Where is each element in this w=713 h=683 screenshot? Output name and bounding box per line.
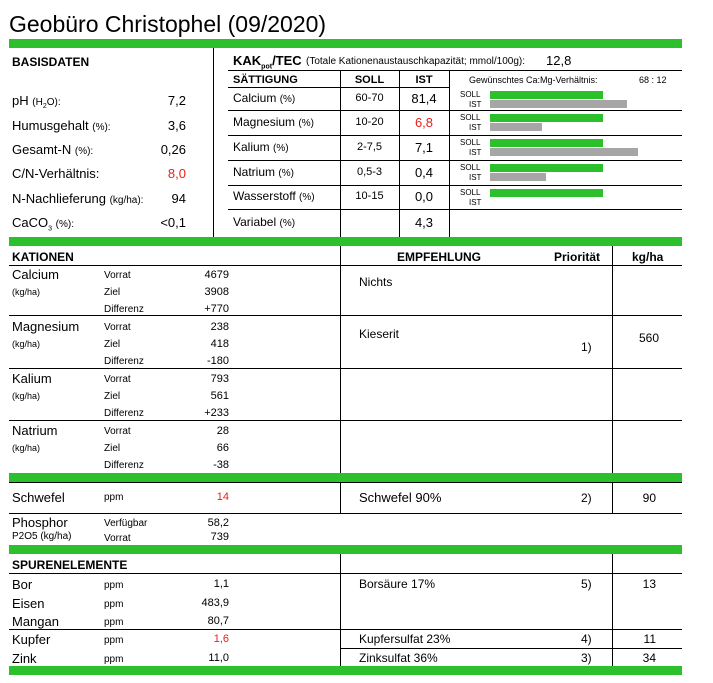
spurenelemente-heading: SPURENELEMENTE — [12, 558, 128, 572]
kak-row-name — [233, 165, 294, 179]
kak-row-unit: (%) — [279, 93, 296, 105]
bar-ist-label: IST — [469, 123, 482, 132]
kation-name: Natrium — [12, 423, 58, 438]
kak-row-ist: 0,4 — [414, 164, 434, 180]
grid-line — [9, 629, 682, 630]
kak-row-name-text: Variabel — [233, 215, 277, 229]
kation-row-label: Differenz — [104, 304, 144, 315]
ist-bar — [490, 173, 546, 181]
kak-row-unit: (%) — [279, 218, 296, 229]
ratio-value: 68 : 12 — [639, 75, 667, 85]
kak-row-unit: (%) — [278, 167, 294, 179]
kak-row-name-text: Natrium — [233, 164, 276, 179]
spuren-kgha: 34 — [642, 651, 656, 665]
grid-line — [228, 209, 682, 210]
ist-bar — [490, 148, 638, 156]
spuren-empfehlung: Borsäure 17% — [359, 577, 436, 591]
kation-row-value: 418 — [210, 338, 229, 350]
spuren-prioritaet: 5) — [581, 577, 592, 591]
basis-value: 3,6 — [167, 118, 186, 133]
kation-empfehlung: Kieserit — [359, 327, 400, 341]
spuren-unit: ppm — [104, 617, 124, 628]
kation-row-label: Differenz — [104, 460, 144, 471]
kation-row-value: 3908 — [204, 286, 229, 298]
spuren-unit: ppm — [104, 654, 124, 665]
kak-row-soll: 10-15 — [355, 190, 384, 202]
schwefel-value: 14 — [216, 491, 229, 503]
kak-description: (Totale Kationenaustauschkapazität; mmol/100g): — [306, 56, 526, 67]
kationen-heading: KATIONEN — [12, 250, 74, 264]
grid-line — [9, 368, 682, 369]
separator-bar — [9, 473, 682, 482]
grid-line — [9, 420, 682, 421]
kak-row-unit: (%) — [299, 192, 315, 203]
spuren-name: Eisen — [12, 596, 45, 611]
kation-prioritaet: 1) — [581, 340, 592, 354]
kation-row-label: Vorrat — [104, 374, 131, 385]
separator-bar — [9, 39, 682, 48]
kak-row-name — [233, 140, 289, 154]
basis-label: Gesamt-N (%): — [12, 142, 94, 157]
bar-ist-label: IST — [469, 148, 482, 157]
kak-row-soll: 60-70 — [355, 91, 384, 104]
bar-ist-label: IST — [469, 100, 482, 109]
grid-line — [9, 315, 682, 316]
bar-soll-label: SOLL — [460, 163, 481, 172]
kation-name: Kalium — [12, 371, 52, 386]
kation-row-value: +770 — [204, 303, 229, 315]
separator-bar — [9, 545, 682, 554]
kak-row-name — [233, 91, 295, 105]
grid-line — [228, 160, 682, 161]
spuren-kgha: 13 — [642, 577, 656, 591]
bar-soll-label: SOLL — [460, 138, 481, 147]
col-prioritaet: Priorität — [554, 250, 601, 264]
kation-unit: (kg/ha) — [12, 287, 41, 297]
kation-row-label: Vorrat — [104, 270, 131, 281]
col-soll: SOLL — [354, 74, 385, 86]
ist-bar — [490, 123, 542, 131]
kak-row-ist: 7,1 — [414, 139, 434, 155]
kak-row-name-text: Wasserstoff — [233, 189, 296, 203]
basis-value: 0,26 — [160, 142, 186, 157]
grid-line — [228, 135, 682, 136]
col-empfehlung: EMPFEHLUNG — [397, 250, 481, 264]
phosphor-label: Phosphor — [12, 515, 68, 530]
kak-row-unit: (%) — [298, 117, 314, 129]
bar-soll-label: SOLL — [460, 90, 481, 99]
spuren-name: Bor — [12, 577, 33, 592]
basis-value: 7,2 — [167, 93, 186, 108]
col-kgha: kg/ha — [632, 250, 664, 264]
schwefel-kgha: 90 — [642, 491, 656, 505]
grid-line — [213, 48, 214, 237]
kation-unit: (kg/ha) — [12, 391, 41, 401]
kation-empfehlung: Nichts — [359, 275, 393, 289]
kak-row-soll: 10-20 — [355, 115, 384, 128]
kation-row-label: Ziel — [104, 339, 121, 350]
separator-bar — [9, 666, 682, 675]
grid-line — [9, 482, 682, 483]
schwefel-prioritaet: 2) — [581, 491, 592, 505]
spuren-unit: ppm — [104, 599, 124, 610]
schwefel-empfehlung: Schwefel 90% — [359, 490, 442, 505]
kation-row-value: 28 — [216, 425, 229, 437]
spuren-value: 1,6 — [213, 633, 229, 645]
spuren-value: 80,7 — [207, 615, 229, 627]
kation-row-label: Ziel — [104, 443, 121, 454]
kation-row-value: +233 — [204, 407, 229, 419]
kation-name: Magnesium — [12, 319, 80, 334]
grid-line — [228, 87, 449, 88]
grid-line — [340, 246, 341, 473]
phosphor-row-label: Verfügbar — [104, 518, 148, 529]
spuren-value: 1,1 — [213, 578, 229, 590]
kation-row-value: 238 — [210, 321, 229, 333]
spuren-empfehlung: Zinksulfat 36% — [359, 651, 438, 665]
kak-row-name-text: Calcium — [233, 90, 277, 105]
kak-row-ist: 6,8 — [414, 114, 434, 130]
kak-row-name-text: Magnesium — [233, 114, 296, 129]
bar-ist-label: IST — [469, 198, 482, 207]
schwefel-unit: ppm — [104, 492, 124, 503]
kation-row-label: Vorrat — [104, 322, 131, 333]
spuren-prioritaet: 3) — [581, 651, 592, 665]
grid-line — [228, 110, 682, 111]
kation-row-value: -180 — [206, 355, 229, 367]
bar-soll-label: SOLL — [460, 188, 481, 197]
soll-bar — [490, 139, 603, 147]
spuren-empfehlung: Kupfersulfat 23% — [359, 632, 451, 646]
bar-ist-label: IST — [469, 173, 482, 182]
kation-row-value: 561 — [210, 390, 229, 402]
kation-row-label: Differenz — [104, 408, 144, 419]
kak-row-ist: 81,4 — [411, 90, 437, 106]
grid-line — [612, 554, 613, 666]
soll-bar — [490, 114, 603, 122]
grid-line — [9, 265, 682, 266]
kak-value: 12,8 — [546, 53, 572, 68]
kak-row-ist: 4,3 — [414, 215, 434, 230]
spuren-name: Kupfer — [12, 632, 51, 647]
soll-bar — [490, 189, 603, 197]
basis-value: <0,1 — [160, 215, 186, 230]
kak-row-ist: 0,0 — [414, 189, 434, 204]
col-saettigung: SÄTTIGUNG — [233, 74, 298, 86]
soll-bar — [490, 164, 603, 172]
page-title: Geobüro Christophel (09/2020) — [9, 11, 327, 37]
grid-line — [340, 554, 341, 666]
kation-row-label: Vorrat — [104, 426, 131, 437]
bar-soll-label: SOLL — [460, 113, 481, 122]
kation-row-value: 4679 — [204, 269, 229, 281]
kation-row-label: Differenz — [104, 356, 144, 367]
spuren-name: Zink — [12, 651, 37, 666]
ratio-label: Gewünschtes Ca:Mg-Verhältnis: — [469, 75, 598, 85]
kation-row-label: Ziel — [104, 287, 121, 298]
soll-bar — [490, 91, 603, 99]
kation-row-value: -38 — [213, 459, 229, 471]
basis-label: C/N-Verhältnis: — [12, 166, 100, 181]
kak-row-name — [233, 215, 295, 229]
grid-line — [340, 648, 682, 649]
ist-bar — [490, 100, 627, 108]
grid-line — [340, 482, 341, 513]
basis-label: N-Nachlieferung (kg/ha): — [12, 191, 144, 206]
basisdaten-heading: BASISDATEN — [12, 55, 90, 69]
kak-row-name-text: Kalium — [233, 139, 270, 154]
kation-row-label: Ziel — [104, 391, 121, 402]
phosphor-row-value: 58,2 — [207, 517, 229, 529]
kation-row-value: 66 — [216, 442, 229, 454]
separator-bar — [9, 237, 682, 246]
grid-line — [449, 70, 450, 237]
kation-unit: (kg/ha) — [12, 443, 41, 453]
spuren-value: 483,9 — [201, 597, 229, 609]
phosphor-row-label: Vorrat — [104, 533, 131, 544]
basis-value: 94 — [171, 191, 186, 206]
kak-label: $KAK_{pot}$/TEC — [233, 53, 302, 71]
phosphor-sub: P2O5 (kg/ha) — [12, 531, 72, 542]
kak-row-unit: (%) — [273, 142, 289, 154]
phosphor-row-value: 739 — [210, 531, 229, 543]
spuren-unit: ppm — [104, 580, 124, 591]
grid-line — [612, 246, 613, 473]
spuren-kgha: 11 — [643, 632, 656, 646]
grid-line — [9, 573, 682, 574]
basis-label-caco3: CaCO$_3$ (%): — [12, 215, 74, 233]
kation-unit: (kg/ha) — [12, 339, 41, 349]
basis-value: 8,0 — [167, 166, 186, 181]
spuren-prioritaet: 4) — [581, 632, 592, 646]
spuren-value: 11,0 — [208, 652, 229, 664]
grid-line — [9, 513, 682, 514]
kak-row-name — [233, 189, 315, 203]
kation-kgha: 560 — [638, 331, 659, 345]
kak-row-soll: 0,5-3 — [356, 165, 383, 178]
kak-row-soll: 2-7,5 — [356, 140, 383, 153]
spuren-unit: ppm — [104, 635, 124, 646]
basis-label-ph: pH $(H_2O)$: — [12, 93, 61, 110]
col-ist: IST — [415, 74, 433, 86]
schwefel-label: Schwefel — [12, 490, 65, 505]
grid-line — [228, 185, 682, 186]
kation-name: Calcium — [12, 267, 59, 282]
kak-row-name — [233, 115, 314, 129]
basis-label: Humusgehalt (%): — [12, 118, 111, 133]
kation-row-value: 793 — [210, 373, 229, 385]
spuren-name: Mangan — [12, 614, 59, 629]
